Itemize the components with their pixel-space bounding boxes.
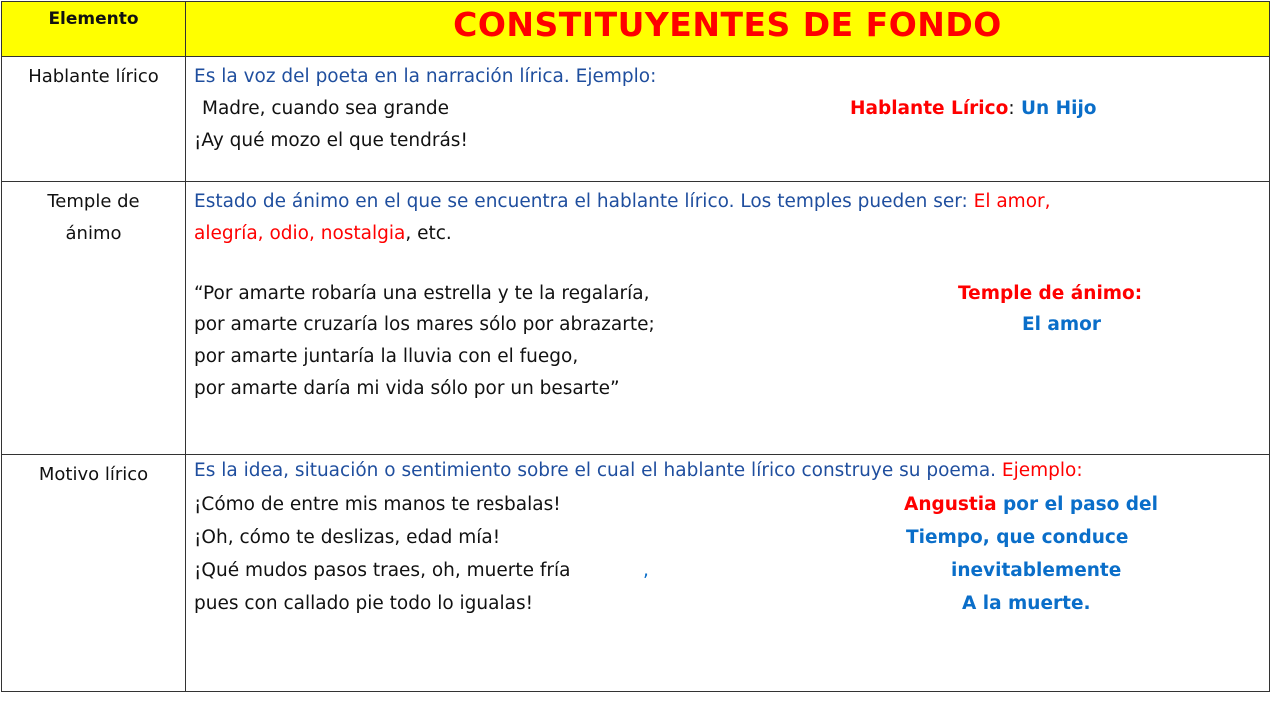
poem-line: pues con callado pie todo lo igualas! [194, 593, 534, 614]
note-separator: : [1008, 98, 1015, 119]
header-row [2, 2, 1270, 57]
row-label-hablante: Hablante lírico [2, 57, 186, 182]
note-hablante [850, 97, 1097, 121]
poem-line: Madre, cuando sea grande [202, 98, 450, 119]
note-highlight: Angustia [904, 494, 997, 515]
definition-highlight: Ejemplo: [1001, 460, 1083, 481]
row-content-hablante [186, 57, 1270, 182]
note-motivo-line1 [904, 493, 1158, 517]
note-label: Hablante Lírico [850, 98, 1009, 119]
table-row-temple [2, 182, 1270, 455]
definition-temple-cont [194, 222, 452, 246]
definition-motivo [194, 459, 1083, 483]
poem-line: ¡Qué mudos pasos traes, oh, muerte fría [194, 560, 571, 581]
definition-temple [194, 190, 1051, 214]
definition-highlight: El amor, [973, 191, 1051, 212]
table-row-hablante [2, 57, 1270, 182]
table-row-motivo [2, 455, 1270, 692]
note-text: inevitablemente [951, 560, 1122, 581]
row-label-temple [2, 182, 186, 455]
poem-line: por amarte juntaría la lluvia con el fuego, [194, 346, 579, 367]
header-elemento: Elemento [2, 2, 186, 57]
poem-line: por amarte daría mi vida sólo por un besarte” [194, 378, 620, 399]
note-text: Tiempo, que conduce [906, 527, 1129, 548]
definition-text: Estado de ánimo en el que se encuentra el hablante lírico. Los temples pueden ser: [194, 191, 968, 212]
definition-text: Es la idea, situación o sentimiento sobre el cual el hablante lírico construye su poema. [194, 460, 997, 481]
constituyentes-table [1, 1, 1270, 692]
poem-line: ¡Cómo de entre mis manos te resbalas! [194, 494, 561, 515]
row-content-temple [186, 182, 1270, 455]
note-text: A la muerte. [962, 593, 1091, 614]
definition-text: , etc. [405, 223, 452, 244]
poem-line: ¡Oh, cómo te deslizas, edad mía! [194, 527, 501, 548]
page-title: CONSTITUYENTES DE FONDO [186, 2, 1270, 57]
row-label-line: ánimo [65, 223, 122, 244]
note-label-temple: Temple de ánimo: [958, 283, 1143, 304]
poem-comma: , [643, 560, 649, 581]
row-label-motivo: Motivo lírico [2, 455, 186, 692]
note-value-temple: El amor [1022, 314, 1102, 335]
note-value: Un Hijo [1021, 98, 1097, 119]
poem-line: por amarte cruzaría los mares sólo por abrazarte; [194, 314, 655, 335]
row-content-motivo [186, 455, 1270, 692]
definition-hablante: Es la voz del poeta en la narración lírica. Ejemplo: [194, 66, 657, 87]
definition-highlight: alegría, odio, nostalgia [194, 223, 406, 244]
poem-line: ¡Ay qué mozo el que tendrás! [194, 130, 468, 151]
poem-line: “Por amarte robaría una estrella y te la regalaría, [194, 283, 650, 304]
note-text: por el paso del [1003, 494, 1158, 515]
row-label-line: Temple de [47, 191, 140, 212]
